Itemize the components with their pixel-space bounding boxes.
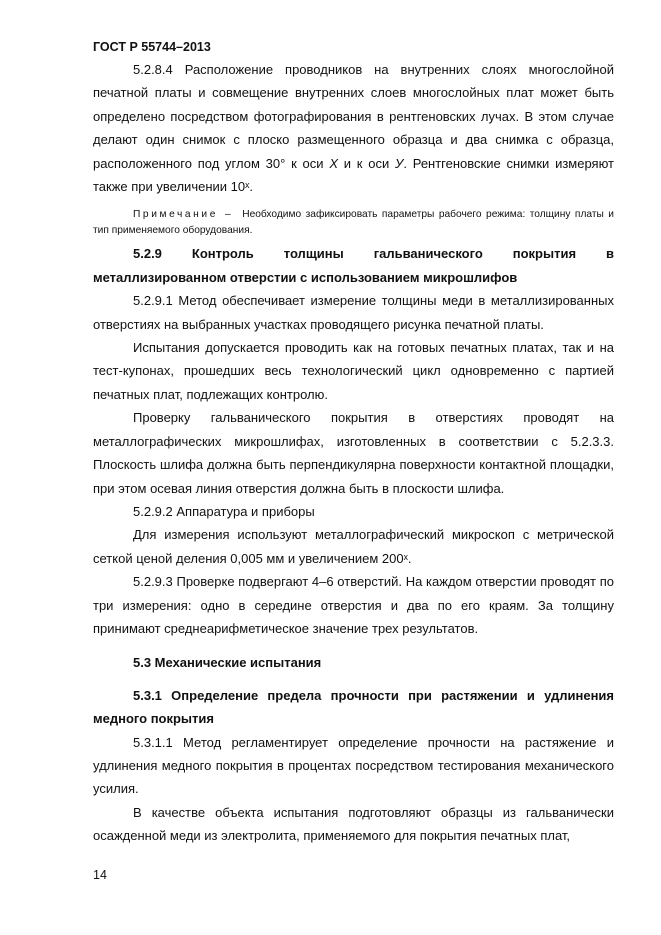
paragraph-5-3-1-1: 5.3.1.1 Метод регламентирует определение прочности на растяжение и удлинения медного покрытия в процентах посредством тестирования механического усилия. [93, 734, 614, 797]
note-label: Примечание – [133, 209, 234, 221]
paragraph-5-2-9-3: 5.2.9.3 Проверке подвергают 4–6 отверстий. На каждом отверстии проводят по три измерения: одно в середине отверстия и два по его краям. За толщину принимают среднеарифметическое значение трех результатов. [93, 574, 614, 636]
note [93, 207, 614, 239]
heading-5-3: 5.3 Механические испытания [133, 655, 322, 671]
paragraph-tests: Испытания допускается проводить как на готовых печатных платах, так и на тест-купонах, прошедших весь технологический цикл одновременно с партией печатных плат, подлежащих контролю. [93, 340, 614, 402]
document-header: ГОСТ Р 55744–2013 [93, 40, 211, 54]
paragraph-5-2-9-1: 5.2.9.1 Метод обеспечивает измерение толщины меди в металлизированных отверстиях на выбранных участках проводящего рисунка печатной платы. [93, 293, 614, 332]
axis-y-label: У [395, 155, 404, 171]
paragraph-5-2-9-2: 5.2.9.2 Аппаратура и приборы [133, 503, 315, 519]
axis-x-label: X [329, 155, 339, 171]
note-text: Необходимо зафиксировать параметры рабочего режима: толщину платы и тип применяемого оборудования. [93, 209, 614, 237]
paragraph-microsections: Проверку гальванического покрытия в отверстиях проводят на металлографических микрошлифах, изготовленных в соответствии с 5.2.3.3. Плоскость шлифа должна быть перпендикулярна поверхности контактной площадки, при этом осевая линия отверстия должна быть в плоскости шлифа. [93, 410, 614, 496]
paragraph-5-2-8-4: 5.2.8.4 Расположение проводников на внутренних слоях многослойной печатной платы и совмещение внутренних слоев многослойных плат может быть определено посредством фотографирования в рентгеновских лучах. В этом случае делают один снимок с плоско размещенного образца и два снимка с образца, расположенного под углом 30° к оси X и к оси У. Рентгеновские снимки измеряют также при увеличении 10ˣ. [93, 62, 615, 195]
paragraph-microscope: Для измерения используют металлографический микроскоп с метрической сеткой ценой деления 0,005 мм и увеличением 200ˣ. [93, 527, 614, 566]
heading-5-2-9: 5.2.9 Контроль толщины гальванического покрытия в металлизированном отверстии с использованием микрошлифов [93, 246, 614, 285]
paragraph-test-object: В качестве объекта испытания подготовляют образцы из гальванически осажденной меди из электролита, применяемого для покрытия печатных плат, [93, 804, 614, 844]
document-body [93, 58, 614, 848]
heading-5-3-1: 5.3.1 Определение предела прочности при растяжении и удлинения медного покрытия [93, 687, 614, 727]
page-number: 14 [93, 868, 107, 882]
